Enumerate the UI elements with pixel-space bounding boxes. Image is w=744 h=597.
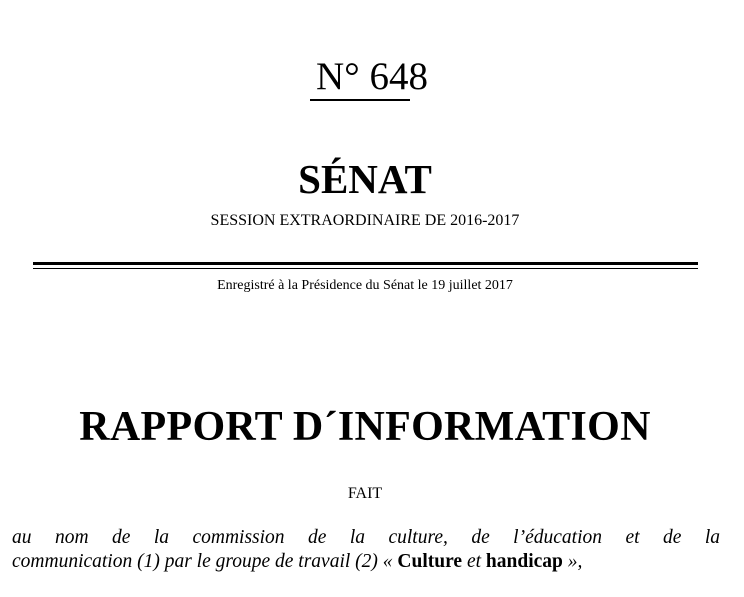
- body-line-2-start: communication (1) par le groupe de travail (2) «: [12, 551, 398, 572]
- body-line-2: [12, 550, 720, 574]
- divider-thick: [33, 262, 698, 265]
- document-number: N° 648: [315, 55, 428, 98]
- body-line-1: au nom de la commission de la culture, de l’éducation et de la: [12, 527, 720, 548]
- body-connector: et: [462, 551, 486, 572]
- fait-label: FAIT: [347, 485, 383, 502]
- session-line: SESSION EXTRAORDINAIRE DE 2016-2017: [210, 212, 520, 229]
- registration-line: Enregistré à la Présidence du Sénat le 19 juillet 2017: [217, 278, 513, 293]
- document-number-underline: [310, 99, 410, 101]
- chamber-title: SÉNAT: [298, 156, 432, 202]
- body-paragraph: [12, 526, 720, 574]
- report-title: RAPPORT D´INFORMATION: [79, 404, 651, 450]
- body-line-2-end: »,: [562, 551, 583, 572]
- divider-thin: [33, 268, 698, 269]
- bold-culture: Culture: [397, 551, 463, 572]
- bold-handicap: handicap: [485, 551, 563, 572]
